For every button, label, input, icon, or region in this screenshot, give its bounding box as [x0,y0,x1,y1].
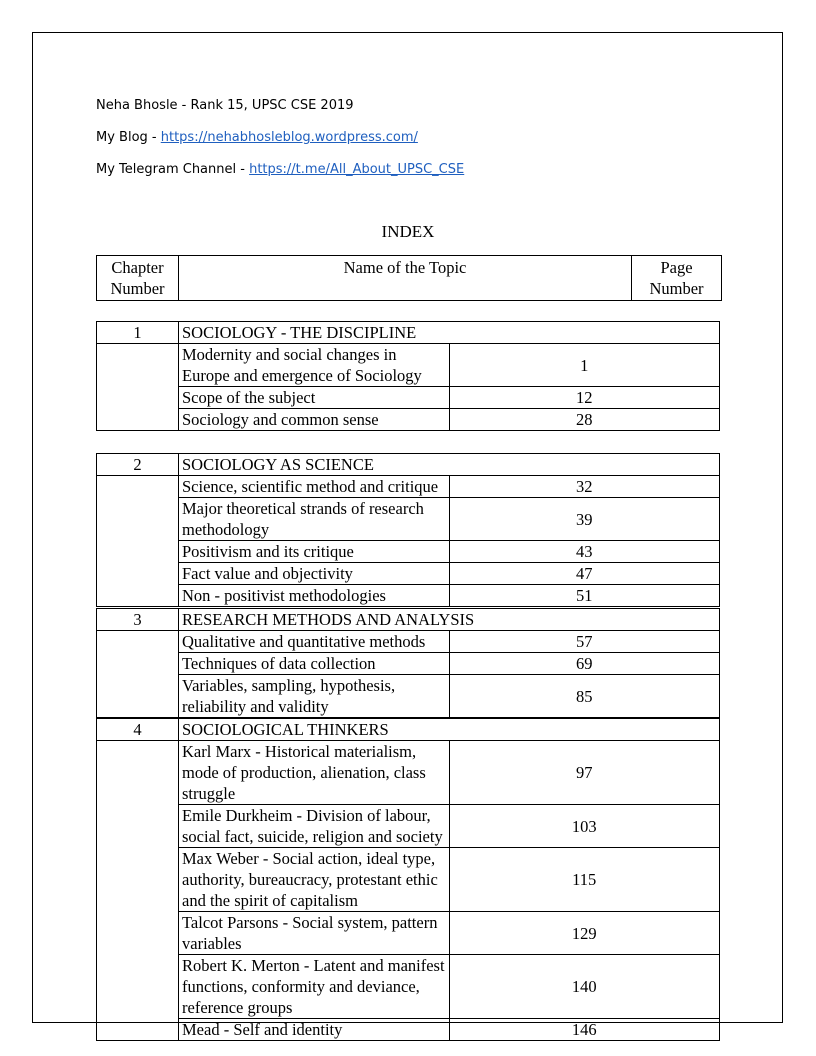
topic-page: 1 [449,344,720,387]
chapter-number-blank [97,741,179,1041]
chapter-title: SOCIOLOGY - THE DISCIPLINE [179,322,720,344]
topic-page: 140 [449,955,720,1019]
topic-page: 47 [449,563,720,585]
table-row [97,741,720,805]
topic-page: 39 [449,498,720,541]
chapter-number: 1 [97,322,179,344]
index-header-table [96,255,722,301]
blog-line [96,128,464,160]
topic-page: 28 [449,409,720,431]
topic-page: 69 [449,653,720,675]
table-row [97,476,720,498]
topic-page: 57 [449,631,720,653]
table-row [97,541,720,563]
topic-name: Max Weber - Social action, ideal type, authority, bureaucracy, protestant ethic and the spirit of capitalism [179,848,450,912]
topic-page: 85 [449,675,720,718]
chapter-number: 4 [97,719,179,741]
topic-name: Fact value and objectivity [179,563,450,585]
chapter-table-1 [96,321,720,431]
table-row [97,955,720,1019]
topic-name: Techniques of data collection [179,653,450,675]
topic-page: 12 [449,387,720,409]
table-row [97,409,720,431]
chapter-table-2 [96,453,720,607]
chapter-table-4 [96,718,720,1041]
topic-name: Talcot Parsons - Social system, pattern variables [179,912,450,955]
topic-name: Scope of the subject [179,387,450,409]
topic-name: Variables, sampling, hypothesis, reliability and validity [179,675,450,718]
topic-page: 103 [449,805,720,848]
table-row [97,675,720,718]
topic-name: Emile Durkheim - Division of labour, social fact, suicide, religion and society [179,805,450,848]
topic-name: Modernity and social changes in Europe and emergence of Sociology [179,344,450,387]
telegram-link[interactable]: https://t.me/All_About_UPSC_CSE [249,162,465,177]
topic-name: Qualitative and quantitative methods [179,631,450,653]
col-chapter-header [97,256,179,301]
topic-page: 146 [449,1019,720,1041]
topic-name: Non - positivist methodologies [179,585,450,607]
chapter-title: RESEARCH METHODS AND ANALYSIS [179,609,720,631]
topic-name: Major theoretical strands of research methodology [179,498,450,541]
header-block [96,96,464,192]
chapter-number: 3 [97,609,179,631]
table-row [97,653,720,675]
chapter-number: 2 [97,454,179,476]
blog-link[interactable]: https://nehabhosleblog.wordpress.com/ [160,130,418,145]
chapter-number-blank [97,631,179,718]
index-title: INDEX [381,222,435,241]
table-row [97,912,720,955]
table-row [97,387,720,409]
col-topic-header: Name of the Topic [179,256,632,301]
topic-name: Robert K. Merton - Latent and manifest functions, conformity and deviance, reference groups [179,955,450,1019]
telegram-label: My Telegram Channel - [96,162,250,177]
topic-name: Karl Marx - Historical materialism, mode of production, alienation, class struggle [179,741,450,805]
table-row [97,805,720,848]
chapter-number-blank [97,344,179,431]
topic-page: 97 [449,741,720,805]
chapter-title: SOCIOLOGY AS SCIENCE [179,454,720,476]
topic-name: Positivism and its critique [179,541,450,563]
col-page-line1: Page [660,258,693,277]
table-row [97,498,720,541]
topic-name: Sociology and common sense [179,409,450,431]
table-row [97,563,720,585]
chapter-table-3 [96,608,720,718]
blog-label: My Blog - [96,130,161,145]
chapter-title: SOCIOLOGICAL THINKERS [179,719,720,741]
topic-page: 115 [449,848,720,912]
topic-page: 43 [449,541,720,563]
col-page-header [632,256,722,301]
topic-page: 32 [449,476,720,498]
col-page-line2: Number [649,279,704,298]
topic-name: Mead - Self and identity [179,1019,450,1041]
table-row [97,344,720,387]
author-line: Neha Bhosle - Rank 15, UPSC CSE 2019 [96,98,354,113]
table-row [97,585,720,607]
table-row [97,848,720,912]
table-row [97,631,720,653]
col-chapter-line2: Number [110,279,165,298]
table-row [97,1019,720,1041]
chapter-number-blank [97,476,179,607]
telegram-line [96,160,464,192]
topic-page: 51 [449,585,720,607]
col-chapter-line1: Chapter [111,258,164,277]
topic-name: Science, scientific method and critique [179,476,450,498]
topic-page: 129 [449,912,720,955]
